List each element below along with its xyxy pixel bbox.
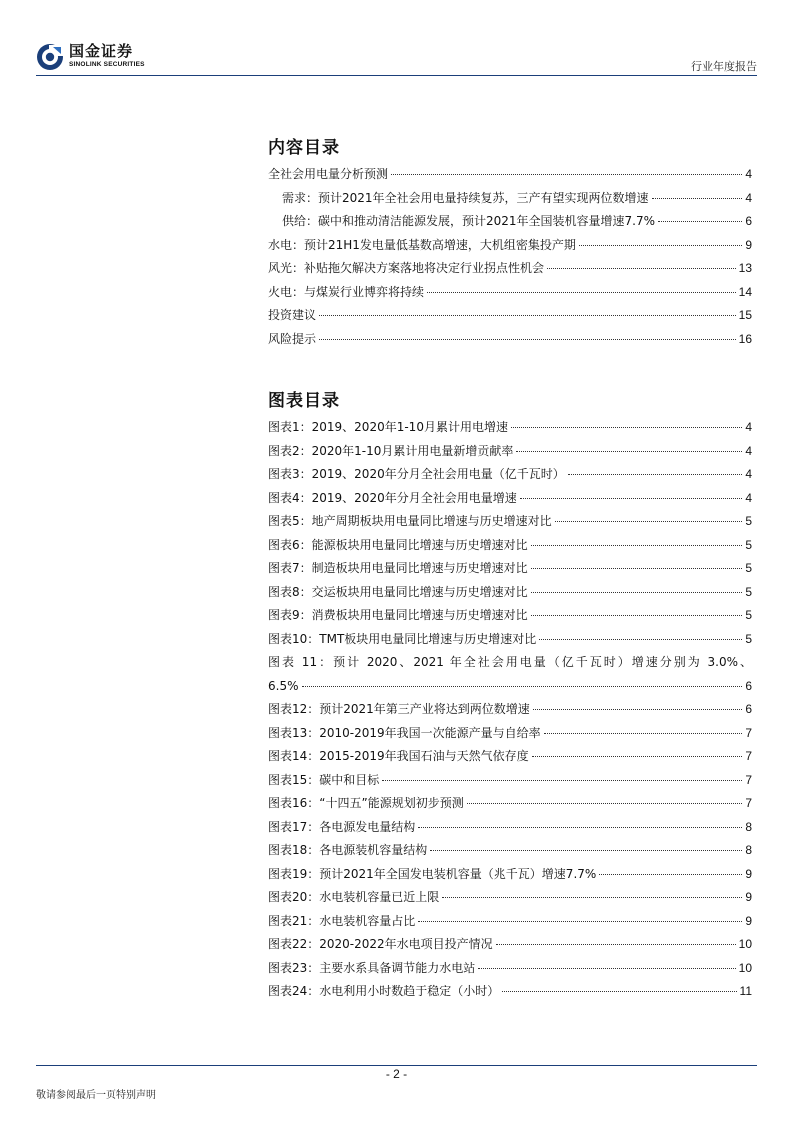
chart-entry-page: 5 [745, 631, 752, 646]
chart-entry-title: 图表7：制造板块用电量同比增速与历史增速对比 [268, 561, 528, 575]
toc-entry-title: 全社会用电量分析预测 [268, 167, 389, 181]
chart-entry-page: 9 [745, 913, 752, 928]
toc-entry-title: 风险提示 [268, 331, 317, 346]
contents-section [268, 133, 752, 351]
page-number: - 2 - [385, 1067, 408, 1081]
leader-dots [319, 339, 736, 340]
company-logo [36, 43, 145, 71]
chart-entry-title: 图表3：2019、2020年分月全社会用电量（亿千瓦时） [268, 467, 565, 481]
leader-dots [302, 686, 743, 687]
leader-dots [496, 944, 736, 945]
chart-entry-page: 5 [745, 514, 752, 528]
chart-entry-page: 9 [745, 890, 752, 904]
toc-entry[interactable] [268, 304, 752, 328]
chart-entry[interactable] [268, 698, 752, 722]
chart-entry-title: 图表8：交运板块用电量同比增速与历史增速对比 [268, 584, 528, 599]
charts-section [268, 386, 752, 1004]
chart-entry-title: 图表13：2010-2019年我国一次能源产量与自给率 [268, 725, 541, 740]
chart-entry-page: 6 [745, 678, 752, 693]
leader-dots [532, 756, 743, 757]
chart-entry-page: 5 [745, 584, 752, 599]
leader-dots [516, 451, 742, 452]
leader-dots [319, 315, 736, 316]
leader-dots [478, 968, 735, 969]
report-type-label: 行业年度报告 [691, 60, 757, 73]
chart-entry-title: 图表6：能源板块用电量同比增速与历史增速对比 [268, 537, 528, 552]
chart-entry[interactable] [268, 534, 752, 558]
chart-entry-page: 8 [745, 843, 752, 857]
toc-entry[interactable] [268, 163, 752, 187]
chart-entry-title: 图表4：2019、2020年分月全社会用电量增速 [268, 490, 517, 505]
chart-entry[interactable] [268, 510, 752, 534]
leader-dots [418, 921, 742, 922]
toc-entry[interactable] [268, 281, 752, 305]
charts-list [268, 416, 752, 1004]
chart-entry-page: 8 [745, 819, 752, 834]
toc-entry[interactable] [268, 210, 752, 234]
leader-dots [382, 780, 742, 781]
chart-entry-title-cont: 6.5% [268, 678, 299, 693]
leader-dots [533, 709, 743, 710]
leader-dots [568, 474, 743, 475]
leader-dots [391, 174, 742, 175]
leader-dots [531, 615, 743, 616]
leader-dots [544, 733, 743, 734]
leader-dots [652, 198, 743, 199]
chart-entry-title: 图表 11：预计 2020、2021 年全社会用电量（亿千瓦时）增速分别为 3.0%、 [268, 655, 752, 669]
chart-entry-title: 图表17：各电源发电量结构 [268, 819, 416, 834]
leader-dots [531, 592, 743, 593]
chart-entry-title: 图表9：消费板块用电量同比增速与历史增速对比 [268, 608, 528, 622]
leader-dots [442, 897, 742, 898]
chart-entry[interactable] [268, 886, 752, 910]
chart-entry[interactable] [268, 957, 752, 981]
toc-entry[interactable] [268, 328, 752, 352]
toc-entry-page: 6 [745, 214, 752, 228]
charts-heading: 图表目录 [268, 391, 340, 411]
chart-entry-page: 4 [745, 443, 752, 458]
leader-dots [467, 803, 743, 804]
leader-dots [539, 639, 742, 640]
toc-entry[interactable] [268, 234, 752, 258]
chart-entry-page: 4 [745, 467, 752, 481]
chart-entry[interactable] [268, 769, 752, 793]
chart-entry-title: 图表1：2019、2020年1-10月累计用电增速 [268, 420, 508, 434]
chart-entry-page: 7 [745, 749, 752, 763]
chart-entry-page: 11 [739, 984, 752, 998]
toc-entry-page: 4 [745, 190, 752, 205]
toc-entry-title: 供给：碳中和推动清洁能源发展，预计2021年全国装机容量增速7.7% [282, 214, 656, 228]
leader-dots [520, 498, 743, 499]
leader-dots [502, 991, 736, 992]
chart-entry-title: 图表21：水电装机容量占比 [268, 913, 416, 928]
contents-list [268, 163, 752, 351]
chart-entry[interactable] [268, 440, 752, 464]
chart-entry-title: 图表23：主要水系具备调节能力水电站 [268, 960, 476, 975]
chart-entry[interactable] [268, 816, 752, 840]
chart-entry-page: 4 [745, 490, 752, 505]
chart-entry-title: 图表14：2015-2019年我国石油与天然气依存度 [268, 749, 529, 763]
toc-entry-title: 需求：预计2021年全社会用电量持续复苏，三产有望实现两位数增速 [282, 190, 649, 205]
chart-entry-page: 9 [745, 866, 752, 881]
chart-entry[interactable] [268, 581, 752, 605]
chart-entry-title: 图表5：地产周期板块用电量同比增速与历史增速对比 [268, 514, 552, 528]
toc-entry[interactable] [268, 187, 752, 211]
chart-entry-title: 图表16：“十四五”能源规划初步预测 [268, 796, 464, 810]
chart-entry-title: 图表10：TMT板块用电量同比增速与历史增速对比 [268, 631, 537, 646]
leader-dots [418, 827, 742, 828]
brand-name-cn: 国金证券 [69, 42, 134, 60]
chart-entry-page: 5 [745, 561, 752, 575]
leader-dots [430, 850, 742, 851]
leader-dots [555, 521, 743, 522]
toc-entry-title: 风光：补贴拖欠解决方案落地将决定行业拐点性机会 [268, 261, 545, 275]
chart-entry-title: 图表24：水电利用小时数趋于稳定（小时） [268, 984, 500, 998]
toc-entry-page: 14 [738, 284, 752, 299]
chart-entry-title: 图表20：水电装机容量已近上限 [268, 890, 440, 904]
chart-entry[interactable] [268, 933, 752, 957]
leader-dots [531, 545, 743, 546]
chart-entry-title: 图表12：预计2021年第三产业将达到两位数增速 [268, 702, 530, 716]
toc-entry-page: 4 [745, 167, 752, 181]
chart-entry[interactable] [268, 463, 752, 487]
page-header [36, 38, 757, 78]
toc-entry[interactable] [268, 257, 752, 281]
chart-entry[interactable] [268, 604, 752, 628]
leader-dots [599, 874, 742, 875]
chart-entry-page: 7 [745, 772, 752, 787]
chart-entry-title: 图表22：2020-2022年水电项目投产情况 [268, 937, 493, 951]
chart-entry-page: 4 [745, 420, 752, 434]
chart-entry-page: 6 [745, 702, 752, 716]
leader-dots [658, 221, 742, 222]
disclaimer-text: 敬请参阅最后一页特别声明 [36, 1090, 156, 1101]
leader-dots [427, 292, 736, 293]
brand-name-en: SINOLINK SECURITIES [69, 61, 145, 68]
leader-dots [547, 268, 736, 269]
toc-entry-page: 15 [738, 308, 752, 322]
footer-divider [36, 1065, 757, 1066]
chart-entry[interactable] [268, 863, 752, 887]
toc-entry-page: 13 [738, 261, 752, 275]
contents-heading: 内容目录 [268, 138, 340, 158]
chart-entry[interactable] [268, 839, 752, 863]
toc-entry-page: 16 [738, 331, 752, 346]
chart-entry-title: 图表15：碳中和目标 [268, 772, 380, 787]
leader-dots [579, 245, 742, 246]
leader-dots [511, 427, 742, 428]
chart-entry[interactable] [268, 722, 752, 746]
chart-entry-title: 图表19：预计2021年全国发电装机容量（兆千瓦）增速7.7% [268, 866, 597, 881]
chart-entry-page: 5 [745, 608, 752, 622]
chart-entry-page: 5 [745, 537, 752, 552]
toc-entry-title: 水电：预计21H1发电量低基数高增速，大机组密集投产期 [268, 237, 576, 252]
chart-entry[interactable] [268, 628, 752, 652]
chart-entry[interactable] [268, 557, 752, 581]
chart-entry-title: 图表18：各电源装机容量结构 [268, 843, 428, 857]
leader-dots [531, 568, 743, 569]
chart-entry[interactable] [268, 651, 752, 698]
toc-entry-title: 火电：与煤炭行业博弈将持续 [268, 284, 425, 299]
chart-entry[interactable] [268, 792, 752, 816]
chart-entry-page: 10 [738, 960, 752, 975]
sinolink-logo-icon [36, 43, 64, 71]
chart-entry[interactable] [268, 745, 752, 769]
toc-entry-title: 投资建议 [268, 308, 317, 322]
chart-entry-page: 7 [745, 796, 752, 810]
toc-entry-page: 9 [745, 237, 752, 252]
chart-entry[interactable] [268, 980, 752, 1004]
chart-entry-page: 7 [745, 725, 752, 740]
chart-entry-page: 10 [738, 937, 752, 951]
header-divider [36, 75, 757, 76]
chart-entry[interactable] [268, 487, 752, 511]
chart-entry[interactable] [268, 416, 752, 440]
chart-entry-title: 图表2：2020年1-10月累计用电量新增贡献率 [268, 443, 514, 458]
chart-entry[interactable] [268, 910, 752, 934]
